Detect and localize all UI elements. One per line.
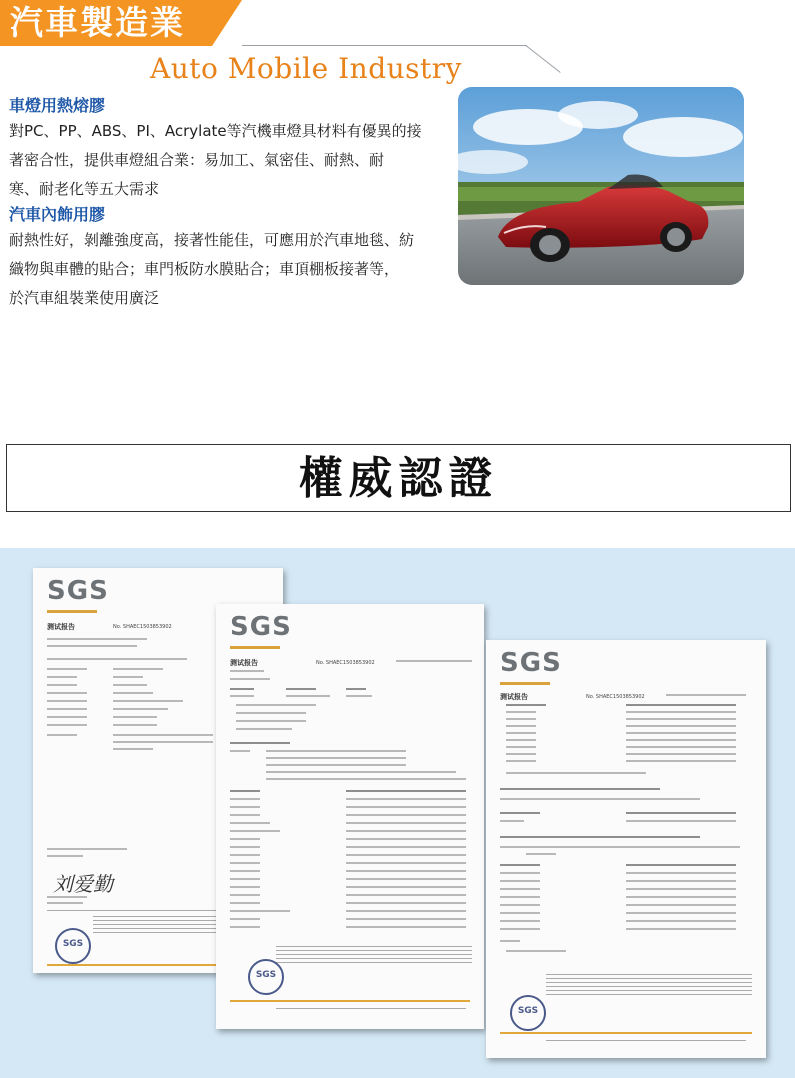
sgs-logo: SGS [230,612,292,642]
sgs-logo-underline [230,646,280,649]
section-line: 於汽車組裝業使用廣泛 [9,289,160,307]
sgs-logo-underline [500,682,550,685]
section-heading-interior-adhesive: 汽車內飾用膠 [9,205,106,224]
report-number: No. SHAEC1503853902 [316,660,375,666]
signature: 刘爱勤 [53,872,113,896]
section-line: 寒、耐老化等五大需求 [9,180,160,198]
report-title: 测试报告 [500,693,528,701]
page-title: 汽車製造業 [10,3,185,42]
report-footer-line [546,1040,746,1041]
sgs-logo-underline [47,610,97,613]
sgs-report-document-2 [216,604,484,1029]
report-number: No. SHAEC1503853902 [586,694,645,700]
report-title: 测试报告 [47,623,75,631]
sgs-seal-icon: SGS [55,928,91,964]
section-line: 著密合性，提供車燈組合業：易加工、氣密佳、耐熱、耐 [9,151,385,169]
header-divider-diagonal [525,45,560,73]
sgs-seal-icon: SGS [248,959,284,995]
section-line: 織物與車體的貼合；車門板防水膜貼合；車頂棚板接著等， [9,260,400,278]
sgs-logo: SGS [500,648,562,678]
report-footer-bar [500,1032,752,1034]
sgs-seal-icon: SGS [510,995,546,1031]
certification-title: 權威認證 [298,453,499,504]
section-body-interior-adhesive [9,226,449,313]
report-footer-bar [230,1000,470,1002]
report-title: 测试报告 [230,659,258,667]
report-number: No. SHAEC1503853902 [113,624,172,630]
sgs-logo: SGS [47,576,109,606]
red-convertible-car-photo-icon [458,87,744,285]
header-tab-point [212,0,242,46]
page-subtitle: Auto Mobile Industry [150,52,462,85]
sgs-report-document-3 [486,640,766,1058]
header-divider-line [242,45,527,46]
section-line: 對PC、PP、ABS、PI、Acrylate等汽機車燈具材料有優異的接 [9,122,422,140]
report-footer-line [276,1008,466,1009]
certification-heading-box [6,444,791,512]
car-photo [458,87,744,285]
section-heading-lamp-adhesive: 車燈用熱熔膠 [9,96,106,115]
section-body-lamp-adhesive [9,117,449,204]
certificate-documents-area [0,548,795,1078]
section-line: 耐熱性好，剝離強度高，接著性能佳，可應用於汽車地毯、紡 [9,231,415,249]
